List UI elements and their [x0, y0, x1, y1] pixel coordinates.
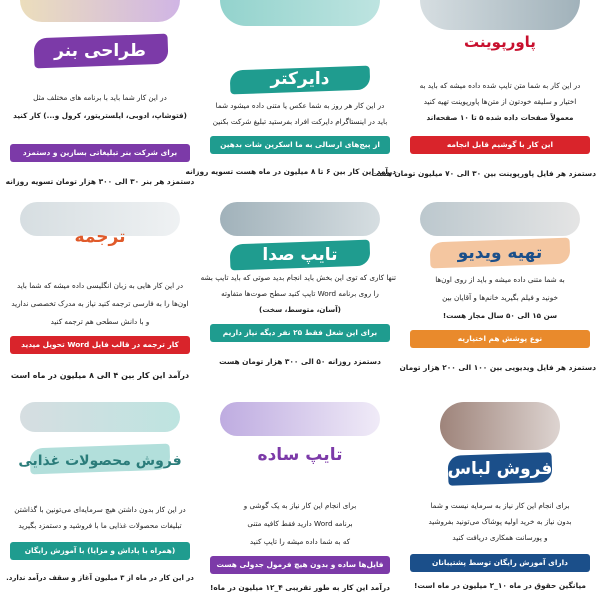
card-food-sales[interactable] [0, 400, 200, 600]
card-banner[interactable] [0, 0, 200, 200]
card-simple-typing[interactable] [200, 400, 400, 600]
highlight-pill: دارای آموزش رایگان توسط پشتیبانان [410, 554, 590, 572]
card-clothes-sales[interactable] [400, 400, 600, 600]
desc-line: که به شما داده میشه را تایپ کنید [249, 537, 351, 546]
powerpoint-image [420, 0, 580, 30]
desc-line: برنامه Word دارید فقط کافیه متنی [247, 519, 353, 528]
highlight-pill: فایل‌ها ساده و بدون هیچ فرمول جدولی هست [210, 556, 390, 574]
desc-line: خونید و فیلم بگیرید خانم‌ها و آقایان بین [442, 293, 558, 302]
desc-line: (آسان، متوسط، سخت) [259, 305, 341, 314]
card-title: تهیه ویدیو [457, 243, 543, 263]
voice-image [220, 202, 380, 236]
highlight-pill: از پیج‌های ارسالی به ما اسکرین شات بدهین [210, 136, 390, 154]
highlight-pill: نوع پوشش هم اختیاریه [410, 330, 590, 348]
card-title: فروش لباس [447, 459, 553, 479]
video-image [420, 202, 580, 236]
desc-line: تبلیغات محصولات غذایی ما با فروشید و دستمزد بگیرید [18, 521, 182, 530]
salary-text: دستمزد روزانه ۵۰ الی ۳۰۰ هزار تومان هست [219, 357, 381, 366]
card-title: تایپ صدا [262, 245, 338, 265]
desc-line: برای انجام این کار نیاز به یک گوشی و [243, 501, 357, 510]
desc-line: در این کار شما باید با برنامه های مختلف مثل [33, 93, 167, 102]
salary-text: در این کار در ماه از ۳ میلیون آغاز و سقف درآمد ندارد. [6, 574, 194, 582]
desc-line: تنها کاری که توی این بخش باید انجام بدید صوتی که باید تایپ بشه [200, 273, 396, 282]
card-translation[interactable] [0, 200, 200, 400]
desc-line: معمولاً صفحات داده شده ۵ تا ۱۰ صفحه‌اند [426, 113, 574, 122]
card-title: فروش محصولات غذایی [18, 453, 182, 469]
desc-line: (فتوشاپ، ادوبی، ایلستریتور، کرول و...) کار کنید [13, 111, 187, 120]
card-voice-typing[interactable] [200, 200, 400, 400]
food-image [20, 402, 180, 432]
highlight-pill: این کار با گوشیم قابل انجامه [410, 136, 590, 154]
salary-text: میانگین حقوق در ماه ۱۰_۲ میلیون در ماه است! [414, 581, 586, 590]
salary-text: دستمزد هر بنر ۳۰ الی ۳۰۰ هزار تومان تسویه روزانه [5, 177, 195, 186]
desc-line: اون‌ها را به فارسی ترجمه کنید نیاز به مدرک تخصصی ندارید [11, 299, 189, 308]
desc-line: در این کار به شما متن تایپ شده داده میشه که باید به [419, 81, 581, 90]
card-video[interactable] [400, 200, 600, 400]
typing-image [220, 402, 380, 436]
salary-text: دستمزد هر فایل پاورپوینت بین ۳۰ الی ۷۰ میلیون تومان هست [371, 169, 596, 178]
highlight-pill: برای این شغل فقط ۲۵ نفر دیگه نیاز داریم [210, 324, 390, 342]
desc-line: اختیار و سلیقه خودتون از متن‌ها پاورپوینت تهیه کنید [423, 97, 577, 106]
card-title: تایپ ساده [257, 445, 343, 465]
desc-line: باید در اینستاگرام دایرکت افراد بفرستید تبلیغ شرکت بکنین [212, 117, 388, 126]
card-title: طراحی بنر [54, 41, 146, 61]
salary-text: دستمزد هر فایل ویدیویی بین ۱۰۰ الی ۲۰۰ هزار تومان [399, 363, 596, 372]
banner-image [20, 0, 180, 22]
desc-line: را روی برنامه Word تایپ کنید سطح صوت‌ها متفاوته [221, 289, 379, 298]
desc-line: بدون نیاز به خرید اولیه پوشاک می‌تونید بفروشید [428, 517, 572, 526]
salary-text: درآمد این کار بین ۴ الی ۸ میلیون در ماه است [10, 371, 190, 380]
desc-line: سن ۱۵ الی ۵۰ سال مجاز هست! [442, 311, 558, 320]
card-title: پاورپوینت [464, 33, 536, 51]
desc-line: و با دانش سطحی هم ترجمه کنید [50, 317, 150, 326]
desc-line: در این کار بدون داشتن هیچ سرمایه‌ای می‌تونین با گذاشتن [14, 505, 186, 514]
desc-line: برای انجام این کار نیاز به سرمایه نیست و شما [430, 501, 570, 510]
card-title: ترجمه [74, 227, 126, 247]
director-image [220, 0, 380, 26]
desc-line: به شما متنی داده میشه و باید از روی اون‌ها [435, 275, 565, 284]
highlight-pill: برای شرکت بنر تبلیغاتی بسازین و دستمزد بگیرین [10, 144, 190, 162]
highlight-pill: (همراه با پاداش و مزایا) با آموزش رایگان [10, 542, 190, 560]
desc-line: در این کار هر روز به شما عکس یا متنی داده میشود شما [215, 101, 385, 110]
desc-line: و پورسانت همکاری دریافت کنید [452, 533, 548, 542]
desc-line: در این کار هایی به زبان انگلیسی داده میشه که شما باید [16, 281, 184, 290]
salary-text: درآمد این کار به طور تقریبی ۴_۱۲ میلیون در ماه! [210, 583, 390, 592]
card-director[interactable] [185, 0, 400, 200]
highlight-pill: کار ترجمه در قالب فایل Word تحویل میدید [10, 336, 190, 354]
clothes-image [440, 402, 560, 450]
salary-text: درآمد این کار بین ۶ تا ۸ میلیون در ماه هست تسویه روزانه [185, 167, 396, 176]
card-title: دایرکتر [270, 69, 330, 89]
card-powerpoint[interactable] [371, 0, 600, 200]
